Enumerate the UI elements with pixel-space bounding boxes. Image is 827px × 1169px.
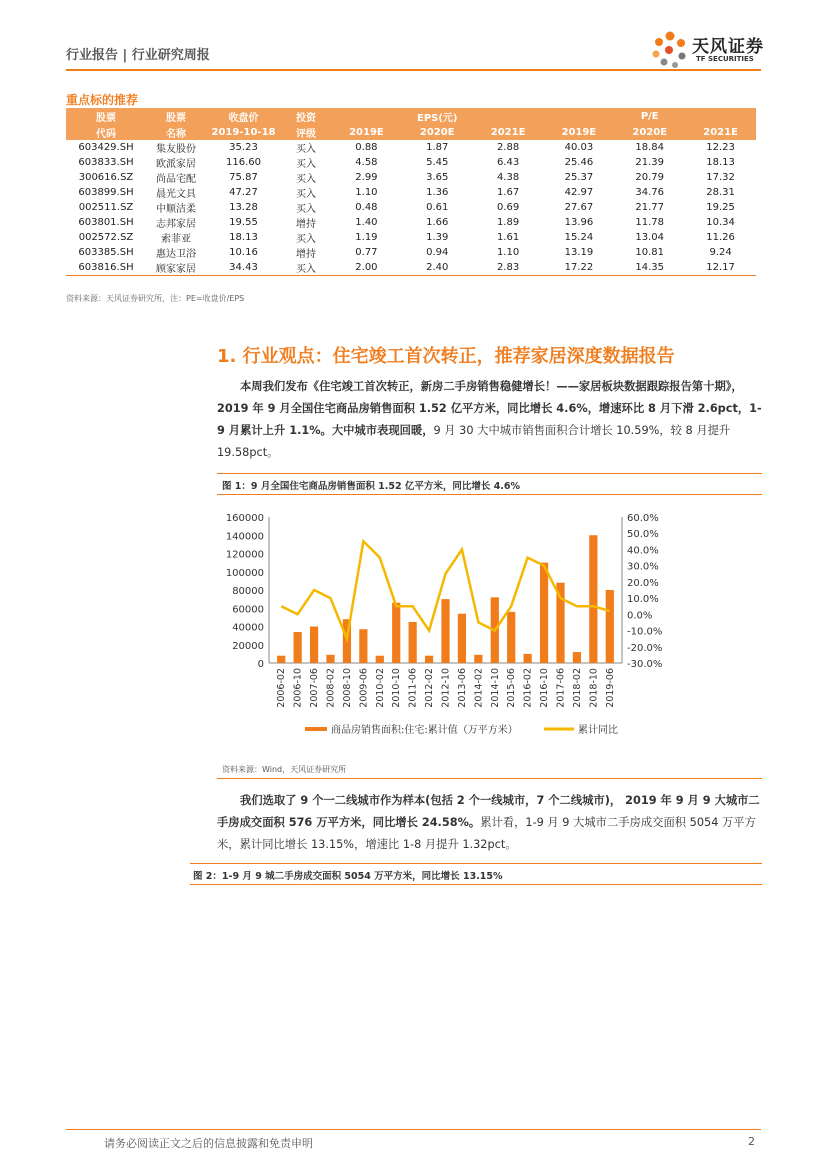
- figure-1-source: 资料来源：Wind，天风证券研究所: [222, 765, 347, 774]
- table-header: 2019E: [331, 124, 402, 140]
- table-source: 资料来源：天风证券研究所，注：PE=收盘价/EPS: [66, 294, 245, 303]
- table-cell: 10.34: [706, 217, 735, 228]
- table-cell: 买入: [281, 260, 331, 276]
- x-tick-label: 2009-06: [358, 668, 370, 708]
- table-cell: 买入: [296, 144, 316, 155]
- y-left-tick-label: 120000: [225, 549, 264, 561]
- x-tick-label: 2018-10: [588, 668, 600, 708]
- table-header: EPS(元): [331, 108, 543, 124]
- paragraph-1: [217, 376, 762, 464]
- table-row: [66, 230, 756, 245]
- table-cell: 顾家家居: [146, 260, 206, 276]
- table-row: [66, 215, 756, 230]
- report-type: 行业报告 | 行业研究周报: [66, 48, 210, 63]
- figure-1-chart: [217, 500, 762, 758]
- table-cell: 17.22: [543, 260, 614, 276]
- table-cell: 2.00: [331, 260, 402, 276]
- y-right-tick-label: 50.0%: [627, 529, 659, 541]
- y-left-tick-label: 140000: [225, 531, 264, 543]
- table-cell: 5.45: [426, 157, 449, 168]
- table-cell: 索菲亚: [161, 234, 191, 245]
- table-cell: 3.65: [426, 172, 449, 183]
- table-cell: 18.13: [706, 157, 735, 168]
- figure-1-top-rule: [217, 473, 762, 474]
- table-cell: 002572.SZ: [78, 232, 134, 243]
- y-left-tick-label: 60000: [232, 604, 264, 616]
- y-right-tick-label: -30.0%: [627, 659, 663, 670]
- footer-divider: [66, 1129, 761, 1130]
- x-tick-label: 2014-10: [489, 668, 501, 708]
- table-cell: 12.23: [706, 142, 735, 153]
- table-cell: 42.97: [564, 187, 594, 198]
- table-header-row-1: [66, 108, 756, 124]
- legend-bar-swatch: [305, 727, 327, 731]
- paragraph-2-bold: 我们选取了 9 个一二线城市作为样本(包括 2 个一线城市，7 个二线城市)， 2019 年 9 月 9 大城市二手房成交面积 576 万平方米，同比增长 24.58%。: [217, 794, 760, 829]
- table-cell: 买入: [296, 174, 316, 185]
- x-tick-label: 2017-06: [555, 668, 567, 708]
- table-cell: 18.13: [229, 232, 258, 243]
- table-cell: 10.16: [229, 247, 258, 258]
- table-cell: 中顺洁柔: [156, 204, 196, 215]
- table-cell: 15.24: [564, 232, 594, 243]
- table-header-row-2: [66, 124, 756, 140]
- table-cell: 1.39: [426, 232, 449, 243]
- table-cell: 0.69: [496, 202, 520, 213]
- x-tick-label: 2012-10: [440, 668, 452, 708]
- table-cell: 4.58: [355, 157, 378, 168]
- table-cell: 1.10: [355, 187, 378, 198]
- bar: [376, 656, 384, 663]
- bar: [392, 603, 400, 663]
- table-cell: 47.27: [229, 187, 258, 198]
- x-tick-label: 2016-02: [522, 668, 534, 708]
- y-left-tick-label: 20000: [232, 640, 264, 652]
- bar: [441, 599, 449, 663]
- x-tick-label: 2013-06: [456, 668, 468, 708]
- recommended-stocks-table: [66, 108, 756, 276]
- table-row: [66, 185, 756, 200]
- table-header: 2020E: [402, 124, 473, 140]
- table-cell: 603816.SH: [66, 260, 146, 276]
- y-left-tick-label: 40000: [232, 622, 264, 634]
- table-cell: 0.88: [355, 142, 378, 153]
- table-cell: 0.94: [426, 247, 449, 258]
- table-cell: 2.40: [402, 260, 473, 276]
- bar: [326, 655, 334, 663]
- x-tick-label: 2010-10: [391, 668, 403, 708]
- table-cell: 21.39: [635, 157, 665, 168]
- table-cell: 20.79: [635, 172, 665, 183]
- y-left-tick-label: 80000: [232, 586, 264, 597]
- page-number: 2: [748, 1135, 755, 1148]
- x-tick-label: 2016-10: [539, 668, 551, 708]
- table-cell: 21.77: [635, 202, 665, 213]
- table-row: [66, 170, 756, 185]
- bar: [294, 632, 302, 663]
- x-tick-label: 2012-02: [424, 668, 436, 708]
- paragraph-1-bold: 本周我们发布《住宅竣工首次转正，新房二手房销售稳健增长！——家居板块数据跟踪报告第十期》，2019 年 9 月全国住宅商品房销售面积 1.52 亿平方米，同比增长 4.6%，增速环比 8 月下滑 2.6pct，1-9 月累计上升 1.1%。大中城市表现回暖，: [217, 380, 762, 437]
- bar: [474, 655, 482, 663]
- table-cell: 14.35: [614, 260, 685, 276]
- table-cell: 116.60: [226, 157, 261, 168]
- table-cell: 19.25: [706, 202, 735, 213]
- table-cell: 集友股份: [156, 144, 196, 155]
- table-header: 投资: [281, 108, 331, 124]
- y-right-tick-label: -10.0%: [627, 626, 663, 638]
- table-cell: 19.55: [229, 217, 258, 228]
- table-cell: 晨光文具: [156, 189, 196, 200]
- bar: [277, 656, 285, 663]
- section-heading: 1. 行业观点：住宅竣工首次转正，推荐家居深度数据报告: [217, 346, 675, 367]
- y-left-tick-label: 0: [257, 659, 264, 670]
- table-row: [66, 140, 756, 155]
- table-cell: 1.87: [426, 142, 449, 153]
- legend-line-label: 累计同比: [578, 725, 618, 736]
- table-header: 2019-10-18: [206, 124, 281, 140]
- table-cell: 买入: [296, 204, 316, 215]
- table-cell: 2.88: [496, 142, 520, 153]
- table-header: 2021E: [473, 124, 544, 140]
- table-cell: 志邦家居: [156, 219, 196, 230]
- x-tick-label: 2008-02: [325, 668, 337, 708]
- table-cell: 1.36: [426, 187, 449, 198]
- table-header: 股票: [66, 108, 146, 124]
- y-left-tick-label: 160000: [225, 513, 264, 524]
- figure-2-top-rule: [190, 863, 762, 864]
- y-left-tick-label: 100000: [225, 567, 264, 579]
- table-cell: 28.31: [706, 187, 735, 198]
- footer-disclaimer: 请务必阅读正文之后的信息披露和免责申明: [104, 1137, 313, 1150]
- table-cell: 1.19: [355, 232, 378, 243]
- table-cell: 13.04: [635, 232, 665, 243]
- x-tick-label: 2006-10: [292, 668, 304, 708]
- paragraph-1-rest: 9 月 30 大中城市销售面积合计增长 10.59%，较 8 月提升 19.58pct。: [217, 424, 731, 459]
- table-row: [66, 245, 756, 260]
- paragraph-2-rest: 累计看，1-9 月 9 大城市二手房成交面积 5054 万平方米，累计同比增长 13.15%，增速比 1-8 月提升 1.32pct。: [217, 816, 756, 851]
- bar: [310, 627, 318, 664]
- y-right-tick-label: 20.0%: [627, 577, 659, 589]
- table-cell: 欧派家居: [156, 159, 196, 170]
- x-tick-label: 2006-02: [276, 668, 288, 708]
- table-cell: 买入: [296, 159, 316, 170]
- table-cell: 75.87: [229, 172, 258, 183]
- section-title: 重点标的推荐: [66, 93, 139, 107]
- logo-icon: [650, 28, 690, 70]
- figure-2-caption: 图 2：1-9 月 9 城二手房成交面积 5054 万平方米，同比增长 13.15%: [193, 871, 503, 882]
- logo-name-en: TF SECURITIES: [696, 55, 754, 63]
- table-header: 2019E: [543, 124, 614, 140]
- figure-2-caption-rule: [190, 884, 762, 885]
- table-header: 收盘价: [206, 108, 281, 124]
- table-cell: 25.37: [564, 172, 594, 183]
- table-cell: 尚品宅配: [156, 174, 196, 185]
- table-cell: 603833.SH: [78, 157, 134, 168]
- table-header: 评级: [281, 124, 331, 140]
- table-cell: 603429.SH: [78, 142, 134, 153]
- table-cell: 25.46: [564, 157, 594, 168]
- table-cell: 惠达卫浴: [156, 249, 196, 260]
- table-cell: 13.28: [229, 202, 258, 213]
- figure-1-bottom-rule: [217, 778, 762, 779]
- table-cell: 1.61: [496, 232, 520, 243]
- table-cell: 17.32: [706, 172, 735, 183]
- table-cell: 1.10: [496, 247, 520, 258]
- bar: [507, 612, 515, 663]
- x-tick-label: 2007-06: [309, 668, 321, 708]
- x-tick-label: 2014-02: [473, 668, 485, 708]
- table-cell: 买入: [296, 234, 316, 245]
- table-cell: 11.26: [706, 232, 735, 243]
- table-cell: 4.38: [496, 172, 520, 183]
- table-cell: 1.89: [496, 217, 520, 228]
- table-cell: 增持: [296, 249, 316, 260]
- logo-name: 天风证券: [692, 37, 764, 57]
- table-cell: 002511.SZ: [78, 202, 134, 213]
- y-right-tick-label: 60.0%: [627, 513, 659, 524]
- table-cell: 300616.SZ: [78, 172, 134, 183]
- bar: [425, 656, 433, 663]
- bar: [606, 590, 614, 663]
- x-tick-label: 2018-02: [571, 668, 583, 708]
- x-tick-label: 2011-06: [407, 668, 419, 708]
- y-right-tick-label: -20.0%: [627, 642, 663, 654]
- x-tick-label: 2008-10: [341, 668, 353, 708]
- bar: [524, 654, 532, 663]
- table-cell: 增持: [296, 219, 316, 230]
- table-header: 股票: [146, 108, 206, 124]
- legend-bar-label: 商品房销售面积:住宅:累计值（万平方米）: [331, 725, 518, 736]
- table-cell: 35.23: [229, 142, 258, 153]
- table-header: 代码: [66, 124, 146, 140]
- table-cell: 27.67: [564, 202, 594, 213]
- table-header: 2020E: [614, 124, 685, 140]
- y-right-tick-label: 0.0%: [627, 610, 653, 622]
- table-cell: 34.76: [635, 187, 665, 198]
- y-right-tick-label: 10.0%: [627, 594, 659, 606]
- table-cell: 603385.SH: [78, 247, 134, 258]
- table-cell: 34.43: [206, 260, 281, 276]
- table-row: [66, 155, 756, 170]
- table-cell: 0.77: [355, 247, 378, 258]
- bar: [589, 535, 597, 663]
- x-tick-label: 2010-02: [374, 668, 386, 708]
- table-header: 2021E: [685, 124, 756, 140]
- figure-1-caption: 图 1：9 月全国住宅商品房销售面积 1.52 亿平方米，同比增长 4.6%: [222, 481, 521, 492]
- table-cell: 13.19: [564, 247, 594, 258]
- table-cell: 603899.SH: [78, 187, 134, 198]
- table-cell: 1.67: [496, 187, 520, 198]
- table-header: 名称: [146, 124, 206, 140]
- table-cell: 1.66: [426, 217, 449, 228]
- table-cell: 买入: [296, 189, 316, 200]
- table-cell: 18.84: [635, 142, 665, 153]
- table-cell: 11.78: [635, 217, 665, 228]
- table-row: [66, 200, 756, 215]
- table-cell: 0.61: [426, 202, 449, 213]
- table-cell: 12.17: [685, 260, 756, 276]
- figure-1-caption-rule: [217, 494, 762, 495]
- table-cell: 0.48: [355, 202, 378, 213]
- bar: [540, 563, 548, 663]
- table-cell: 6.43: [496, 157, 520, 168]
- bar: [409, 622, 417, 663]
- table-header: P/E: [543, 108, 756, 124]
- y-right-tick-label: 40.0%: [627, 545, 659, 557]
- table-cell: 1.40: [355, 217, 378, 228]
- bar: [458, 614, 466, 663]
- y-right-tick-label: 30.0%: [627, 561, 659, 573]
- table-cell: 40.03: [564, 142, 594, 153]
- x-tick-label: 2015-06: [506, 668, 518, 708]
- x-tick-label: 2019-06: [604, 668, 616, 708]
- table-cell: 13.96: [564, 217, 594, 228]
- table-cell: 10.81: [635, 247, 665, 258]
- table-cell: 2.99: [355, 172, 378, 183]
- table-cell: 9.24: [709, 247, 732, 258]
- bar: [359, 629, 367, 663]
- table-row: [66, 260, 756, 276]
- table-cell: 603801.SH: [78, 217, 134, 228]
- table-cell: 2.83: [473, 260, 544, 276]
- paragraph-2: [217, 790, 762, 856]
- bar: [573, 652, 581, 663]
